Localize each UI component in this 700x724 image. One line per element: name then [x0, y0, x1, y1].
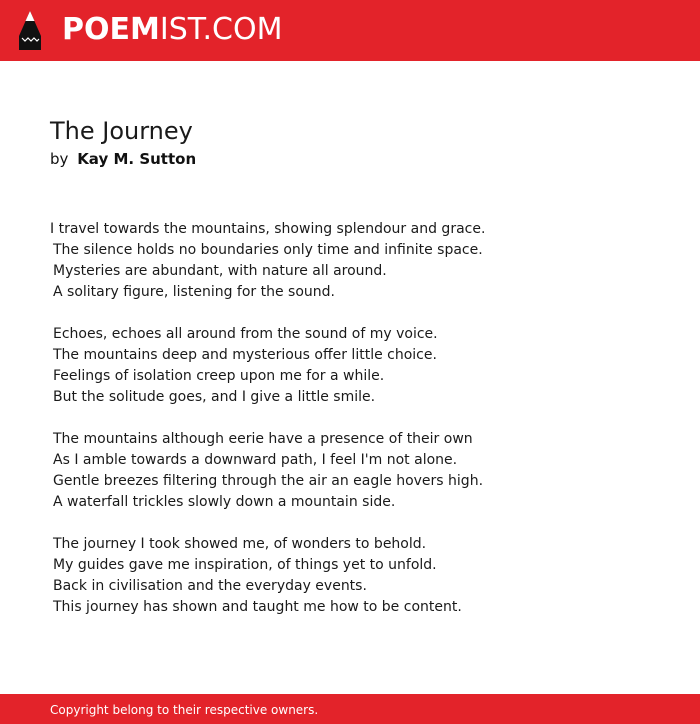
poem-line: Gentle breezes filtering through the air an eagle hovers high.	[53, 473, 484, 489]
poem-byline	[50, 149, 196, 169]
poem-line: Feelings of isolation creep upon me for a while.	[53, 368, 385, 384]
copyright-text: Copyright belong to their respective owners.	[50, 703, 319, 717]
poem-body	[50, 219, 650, 639]
poem-line: My guides gave me inspiration, of things yet to unfold.	[53, 557, 437, 573]
logo-text-light: IST.COM	[159, 12, 283, 47]
poem-title: The Journey	[50, 117, 193, 145]
poem-line: The mountains deep and mysterious offer little choice.	[53, 347, 437, 363]
stanza	[50, 219, 650, 303]
poem-line: Echoes, echoes all around from the sound of my voice.	[53, 326, 438, 342]
site-header	[0, 0, 700, 61]
author-name[interactable]: Kay M. Sutton	[77, 150, 197, 168]
stanza	[50, 429, 650, 513]
by-label: by	[50, 150, 69, 168]
poem-line: Mysteries are abundant, with nature all around.	[53, 263, 387, 279]
poem-line: But the solitude goes, and I give a little smile.	[53, 389, 376, 405]
poem-line: As I amble towards a downward path, I feel I'm not alone.	[53, 452, 458, 468]
poem-line: The silence holds no boundaries only time and infinite space.	[53, 242, 483, 258]
logo-text-bold: POEM	[62, 12, 160, 47]
poem-line: Back in civilisation and the everyday events.	[53, 578, 367, 594]
site-logo[interactable]	[62, 12, 282, 48]
poem-line: The journey I took showed me, of wonders to behold.	[53, 536, 427, 552]
pencil-icon[interactable]	[18, 10, 42, 51]
site-footer	[0, 694, 700, 724]
poem-line: This journey has shown and taught me how to be content.	[53, 599, 462, 615]
stanza	[50, 324, 650, 408]
poem-line: A waterfall trickles slowly down a mountain side.	[53, 494, 396, 510]
stanza	[50, 534, 650, 618]
poem-line: A solitary figure, listening for the sound.	[53, 284, 335, 300]
poem-line: The mountains although eerie have a presence of their own	[53, 431, 473, 447]
poem-line: I travel towards the mountains, showing splendour and grace.	[50, 221, 486, 237]
